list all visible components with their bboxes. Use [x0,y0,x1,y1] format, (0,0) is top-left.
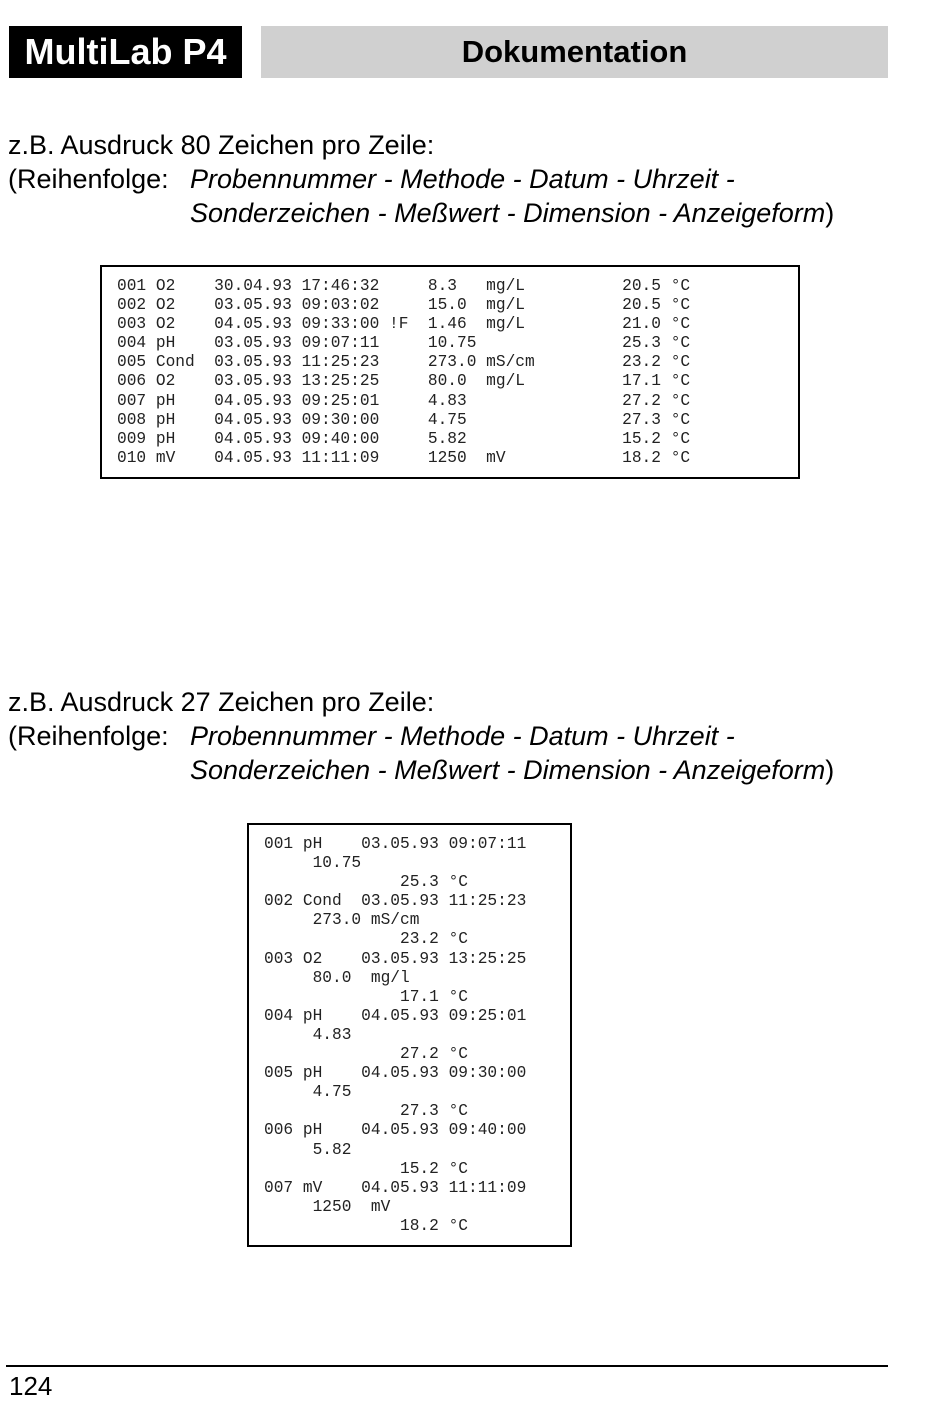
printout-27-line: 23.2 °C [264,930,468,949]
printout-27-line: 4.75 [264,1083,352,1102]
printout-27-line: 27.2 °C [264,1045,468,1064]
printout-80-line: 001 O2 30.04.93 17:46:32 8.3 mg/L 20.5 °C [117,277,691,295]
heading-27-chars: z.B. Ausdruck 27 Zeichen pro Zeile: [8,687,435,717]
printout-80-line: 009 pH 04.05.93 09:40:00 5.82 15.2 °C [117,429,691,448]
printout-80-line: 002 O2 03.05.93 09:03:02 15.0 mg/L 20.5 °C [117,296,691,315]
printout-27-line: 004 pH 04.05.93 09:25:01 [264,1006,527,1025]
order-sequence-27-part1: Probennummer - Methode - Datum - Uhrzeit - [190,721,735,751]
order-sequence-80-part2: Sonderzeichen - Meßwert - Dimension - Anzeigeform [190,198,826,228]
printout-27-line: 273.0 mS/cm [264,911,420,930]
order-label-27: (Reihenfolge: [8,721,169,751]
brand-title: MultiLab P4 [9,26,242,78]
order-line1-80 [190,162,735,196]
printout-27-line: 25.3 °C [264,873,468,892]
order-line1-27 [190,719,735,753]
printout-27-text [264,835,526,1236]
order-sequence-80-part1: Probennummer - Methode - Datum - Uhrzeit - [190,164,735,194]
order-sequence-27-part2: Sonderzeichen - Meßwert - Dimension - Anzeigeform [190,755,826,785]
printout-27-line: 1250 mV [264,1197,391,1216]
printout-27-line: 10.75 [264,854,362,873]
order-line2-27 [190,753,834,787]
order-close-27: ) [825,755,835,785]
printout-27-line: 006 pH 04.05.93 09:40:00 [264,1121,527,1140]
printout-80-line: 003 O2 04.05.93 09:33:00 !F 1.46 mg/L 21.0 °C [117,315,691,334]
printout-27-line: 002 Cond 03.05.93 11:25:23 [264,892,527,911]
printout-27-line: 4.83 [264,1025,352,1044]
printout-27-line: 15.2 °C [264,1159,468,1178]
printout-80-chars [100,265,800,479]
footer-divider [6,1365,888,1367]
printout-27-line: 007 mV 04.05.93 11:11:09 [264,1178,527,1197]
order-close-80: ) [825,198,835,228]
printout-80-text [117,277,690,468]
printout-27-line: 18.2 °C [264,1216,468,1235]
printout-27-line: 005 pH 04.05.93 09:30:00 [264,1064,527,1083]
printout-80-line: 004 pH 03.05.93 09:07:11 10.75 25.3 °C [117,334,691,353]
printout-27-line: 001 pH 03.05.93 09:07:11 [264,835,527,853]
printout-80-line: 010 mV 04.05.93 11:11:09 1250 mV 18.2 °C [117,448,691,467]
printout-27-line: 5.82 [264,1140,352,1159]
printout-27-line: 003 O2 03.05.93 13:25:25 [264,949,527,968]
printout-27-line: 80.0 mg/l [264,968,410,987]
section-title: Dokumentation [261,26,888,78]
printout-80-line: 007 pH 04.05.93 09:25:01 4.83 27.2 °C [117,391,691,410]
order-line2-80 [190,196,834,230]
heading-80-chars: z.B. Ausdruck 80 Zeichen pro Zeile: [8,130,435,160]
page-number: 124 [9,1371,53,1401]
printout-80-line: 005 Cond 03.05.93 11:25:23 273.0 mS/cm 23.2 °C [117,353,691,372]
printout-80-line: 006 O2 03.05.93 13:25:25 80.0 mg/L 17.1 °C [117,372,691,391]
printout-80-line: 008 pH 04.05.93 09:30:00 4.75 27.3 °C [117,410,691,429]
printout-27-line: 27.3 °C [264,1102,468,1121]
printout-27-line: 17.1 °C [264,987,468,1006]
order-label-80: (Reihenfolge: [8,164,169,194]
printout-27-chars [247,823,572,1247]
